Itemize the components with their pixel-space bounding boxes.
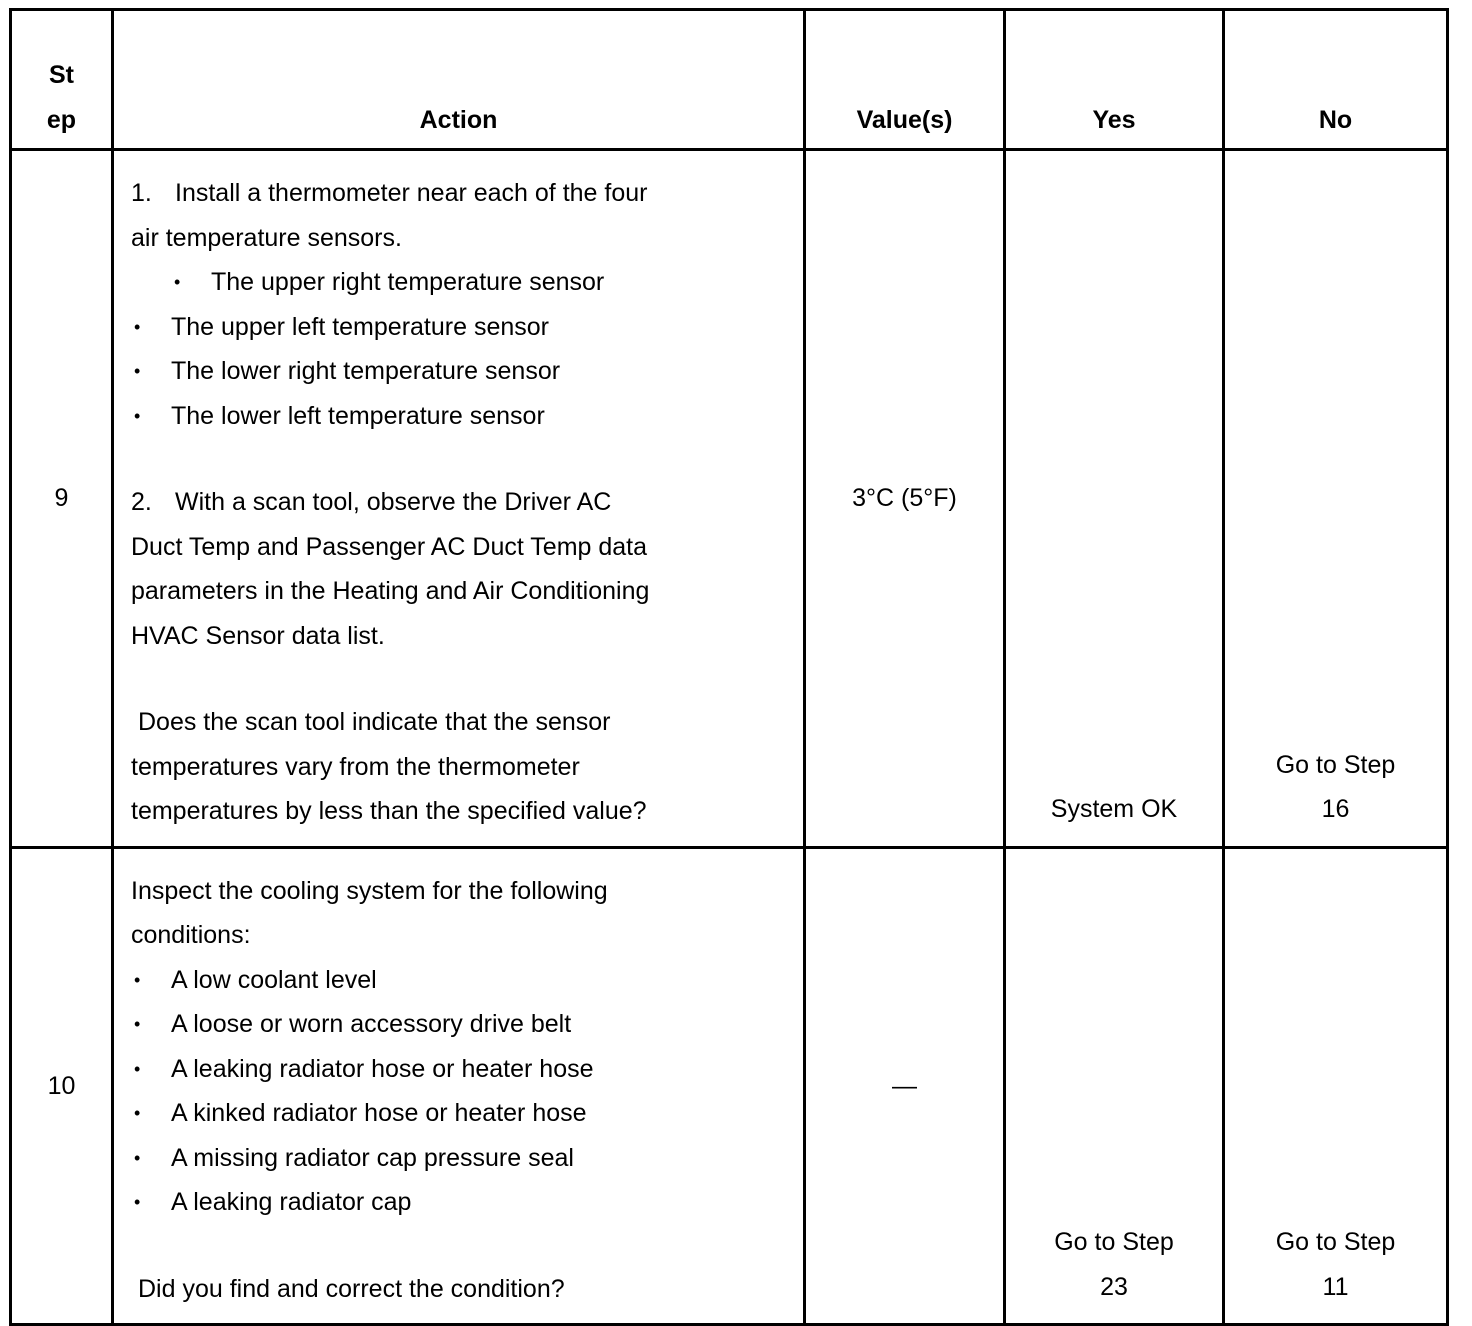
spacer <box>131 658 795 700</box>
diagnostic-table <box>9 8 1449 1326</box>
header-action: Action <box>113 10 805 150</box>
action-line: HVAC Sensor data list. <box>131 621 385 650</box>
header-row <box>11 10 1448 150</box>
list-number: 1. <box>131 179 152 207</box>
list-number: 2. <box>131 488 152 516</box>
question-line: temperatures by less than the specified value? <box>131 797 647 825</box>
table-row-step-10 <box>11 847 1448 1325</box>
value-cell: — <box>805 847 1005 1325</box>
list-item: • A low coolant level <box>131 958 795 1003</box>
action-line: conditions: <box>131 921 251 949</box>
yes-text-line2: 23 <box>1100 1272 1128 1301</box>
list-item: • A loose or worn accessory drive belt <box>131 1002 795 1047</box>
yes-text: System OK <box>1050 795 1178 823</box>
action-line <box>131 171 795 216</box>
value-cell: 3°C (5°F) <box>805 150 1005 848</box>
list-item: • The lower left temperature sensor <box>131 394 795 439</box>
list-item: • A kinked radiator hose or heater hose <box>131 1091 795 1136</box>
question-line: temperatures vary from the thermometer <box>131 752 580 781</box>
step-number: 10 <box>11 847 113 1325</box>
spacer <box>131 1225 795 1267</box>
no-cell <box>1224 150 1448 848</box>
action-line: parameters in the Heating and Air Conditioning <box>131 577 650 605</box>
action-line <box>131 480 795 525</box>
step-number: 9 <box>11 150 113 848</box>
yes-cell <box>1005 150 1224 848</box>
list-item: • A leaking radiator cap <box>131 1180 795 1225</box>
header-no: No <box>1224 10 1448 150</box>
no-text-line1: Go to Step <box>1275 1228 1396 1256</box>
list-item: • A leaking radiator hose or heater hose <box>131 1047 795 1092</box>
spacer <box>131 438 795 480</box>
header-step <box>11 10 113 150</box>
action-line: Duct Temp and Passenger AC Duct Temp data <box>131 532 648 561</box>
list-item: • The upper right temperature sensor <box>171 260 795 305</box>
yes-text-line1: Go to Step <box>1054 1228 1174 1256</box>
action-line: air temperature sensors. <box>131 223 402 252</box>
no-cell <box>1224 847 1448 1325</box>
action-text: With a scan tool, observe the Driver AC <box>175 488 612 516</box>
question-line: Does the scan tool indicate that the sensor <box>138 708 611 736</box>
list-item: • The upper left temperature sensor <box>131 305 795 350</box>
action-text: Install a thermometer near each of the four <box>175 179 648 207</box>
yes-cell <box>1005 847 1224 1325</box>
action-cell <box>113 847 805 1325</box>
no-text-line2: 11 <box>1322 1272 1349 1301</box>
action-line: Inspect the cooling system for the following <box>131 876 608 905</box>
question-line: Did you find and correct the condition? <box>138 1274 565 1303</box>
list-item: • The lower right temperature sensor <box>131 349 795 394</box>
header-yes: Yes <box>1005 10 1224 150</box>
no-text-line1: Go to Step <box>1275 750 1396 779</box>
table-row-step-9 <box>11 150 1448 848</box>
header-step-line1: St <box>49 61 74 89</box>
no-text-line2: 16 <box>1321 795 1350 823</box>
header-values: Value(s) <box>805 10 1005 150</box>
header-step-line2: ep <box>46 105 77 134</box>
list-item: • A missing radiator cap pressure seal <box>131 1136 795 1181</box>
action-cell <box>113 150 805 848</box>
